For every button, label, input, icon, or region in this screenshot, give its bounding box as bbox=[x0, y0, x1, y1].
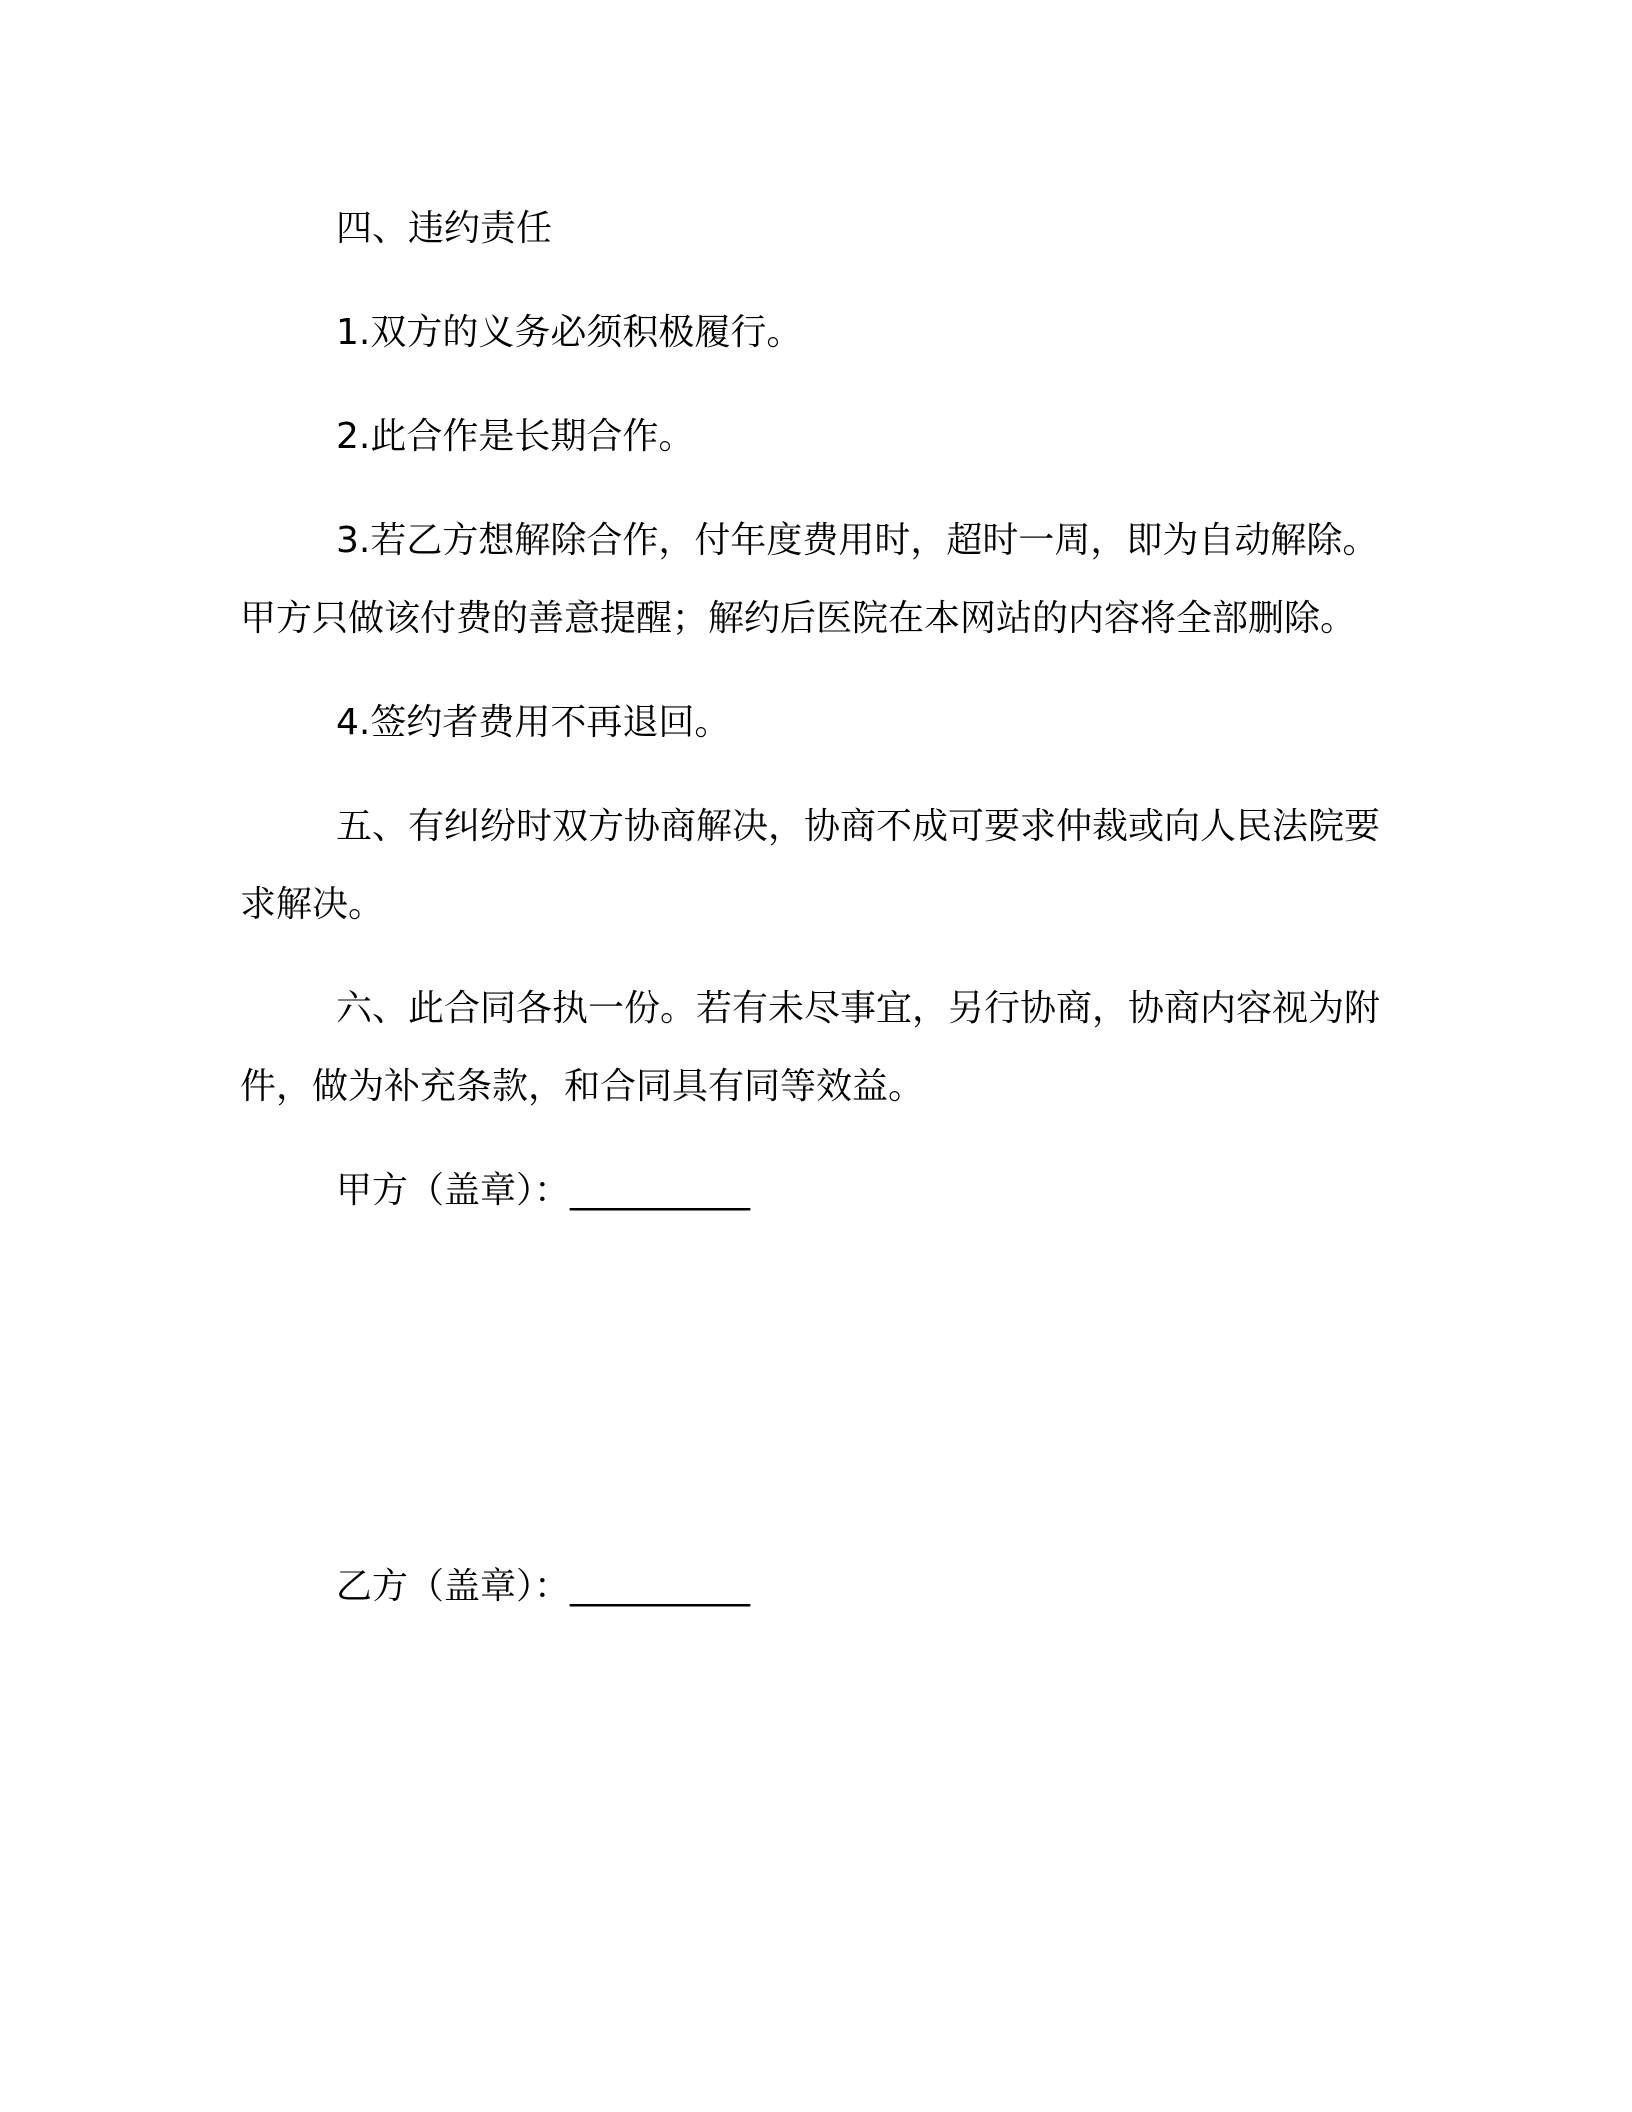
party-b-signature-blank: __________ bbox=[570, 1566, 751, 1607]
party-a-label: 甲方（盖章）： bbox=[336, 1170, 571, 1211]
clause-item-3: 3.若乙方想解除合作，付年度费用时，超时一周，即为自动解除。甲方只做该付费的善意提醒；解约后医院在本网站的内容将全部删除。 bbox=[240, 520, 1379, 639]
document-body bbox=[240, 190, 1392, 1626]
section-six: 六、此合同各执一份。若有未尽事宜，另行协商，协商内容视为附件，做为补充条款，和合同具有同等效益。 bbox=[240, 988, 1381, 1107]
clause-item-1: 1.双方的义务必须积极履行。 bbox=[336, 312, 803, 353]
section-five: 五、有纠纷时双方协商解决，协商不成可要求仲裁或向人民法院要求解决。 bbox=[240, 806, 1381, 925]
party-a-signature-blank: __________ bbox=[570, 1170, 751, 1211]
party-a-signature-line bbox=[240, 1152, 1392, 1230]
section-four-title: 四、违约责任 bbox=[336, 208, 553, 249]
clause-item-4: 4.签约者费用不再退回。 bbox=[336, 702, 731, 743]
signature-spacer bbox=[240, 1230, 1392, 1548]
party-b-label: 乙方（盖章）： bbox=[336, 1566, 571, 1607]
clause-item-2: 2.此合作是长期合作。 bbox=[336, 416, 695, 457]
party-b-signature-line bbox=[240, 1548, 1392, 1626]
